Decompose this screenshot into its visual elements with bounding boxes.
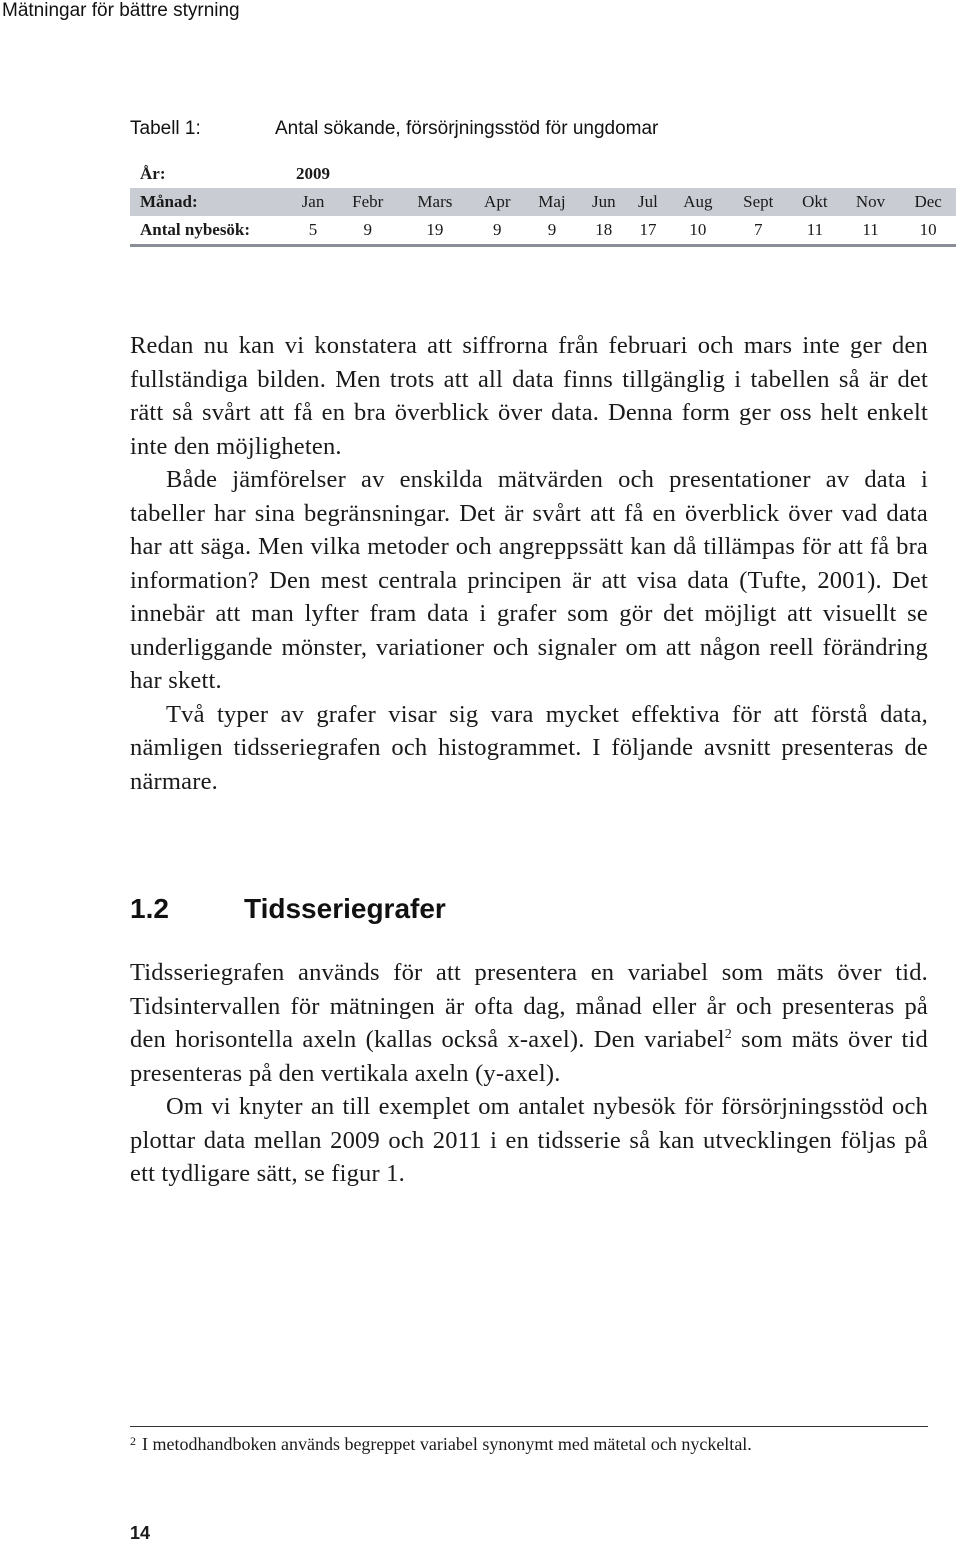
paragraph: Om vi knyter an till exemplet om antalet nybesök för försörjningsstöd och plottar data mellan 2009 och 2011 i en tidsserie så kan utvecklingen följas på ett tydligare sätt, se figur 1. [130,1093,928,1187]
month-cell: Jan [301,192,325,211]
section-heading [130,893,446,925]
count-cell: 11 [806,220,824,239]
paragraph [130,956,928,1090]
month-cell: Nov [855,192,886,211]
month-cell: Apr [484,192,511,211]
year-value: 2009 [296,164,330,183]
footnote-reference[interactable]: 2 [724,1026,732,1042]
count-label: Antal nybesök: [140,220,251,239]
paragraph-text: som mäts över tid presenteras på den vertikala axeln (y-axel). [130,1026,928,1087]
paragraph: Både jämförelser av enskilda mätvärden och presentationer av data i tabeller har sina begränsningar. Det är svårt att få en överblick över vad data har att säga. Men vilka metoder och angreppssätt kan då tillämpas för att få bra information? Den mest centrala principen är att visa data (Tufte, 2001). Det innebär att man lyfter fram data i grafer som gör det möjligt att visuellt se underliggande mönster, variationer och signaler om att någon reell förändring har skett. [130,466,928,694]
month-cell: Maj [538,192,566,211]
data-table [130,160,956,247]
table-row-count [130,216,956,246]
month-cell: Sept [743,192,774,211]
footnote-number: 2 [130,1434,136,1448]
body-text-block [130,329,928,798]
footnote-divider [130,1426,928,1427]
table-caption-text: Antal sökande, försörjningsstöd för ungdomar [275,118,659,139]
paragraph: Två typer av grafer visar sig vara mycket effektiva för att förstå data, nämligen tidsseriegrafen och histogrammet. I följande avsnitt presenteras de närmare. [130,700,928,795]
table-row-month [130,188,956,216]
month-label: Månad: [140,192,198,211]
month-cell: Dec [914,192,942,211]
section-number: 1.2 [130,893,169,924]
month-cell: Okt [802,192,828,211]
paragraph: Redan nu kan vi konstatera att siffrorna från februari och mars inte ger den fullständiga bilden. Men trots att all data finns tillgänglig i tabellen så är det rätt så svårt att få en bra överblick över data. Denna form ger oss helt enkelt inte den möjligheten. [130,332,928,460]
footnote-text: I metodhandboken används begreppet variabel synonymt med mätetal och nyckeltal. [142,1434,752,1454]
count-cell: 10 [919,220,937,239]
month-cell: Mars [417,192,453,211]
table-row-year [130,160,956,188]
section-body-text [130,956,928,1191]
month-cell: Aug [683,192,713,211]
count-cell: 9 [363,220,372,239]
month-cell: Jul [638,192,658,211]
count-cell: 9 [493,220,502,239]
count-cell: 18 [595,220,613,239]
running-header: Mätningar för bättre styrning [2,0,240,21]
count-cell: 5 [308,220,318,239]
table-caption [130,118,659,140]
count-cell: 10 [689,220,707,239]
count-cell: 11 [862,220,879,239]
count-cell: 17 [639,220,657,239]
year-label: År: [140,164,166,183]
table-caption-label: Tabell 1: [130,118,201,139]
page-number: 14 [130,1523,151,1543]
month-cell: Febr [352,192,384,211]
count-cell: 7 [754,220,763,239]
footnote [130,1434,752,1455]
count-cell: 19 [426,220,444,239]
month-cell: Jun [591,192,616,211]
section-title: Tidsseriegrafer [244,893,446,924]
paragraph-text: Tidsseriegrafen används för att presentera en variabel som mäts över tid. Tidsintervallen för mätningen är ofta dag, månad eller år och presenteras på den horisontella axeln (kallas också x-axel). Den variabel [130,959,928,1053]
count-cell: 9 [547,220,557,239]
